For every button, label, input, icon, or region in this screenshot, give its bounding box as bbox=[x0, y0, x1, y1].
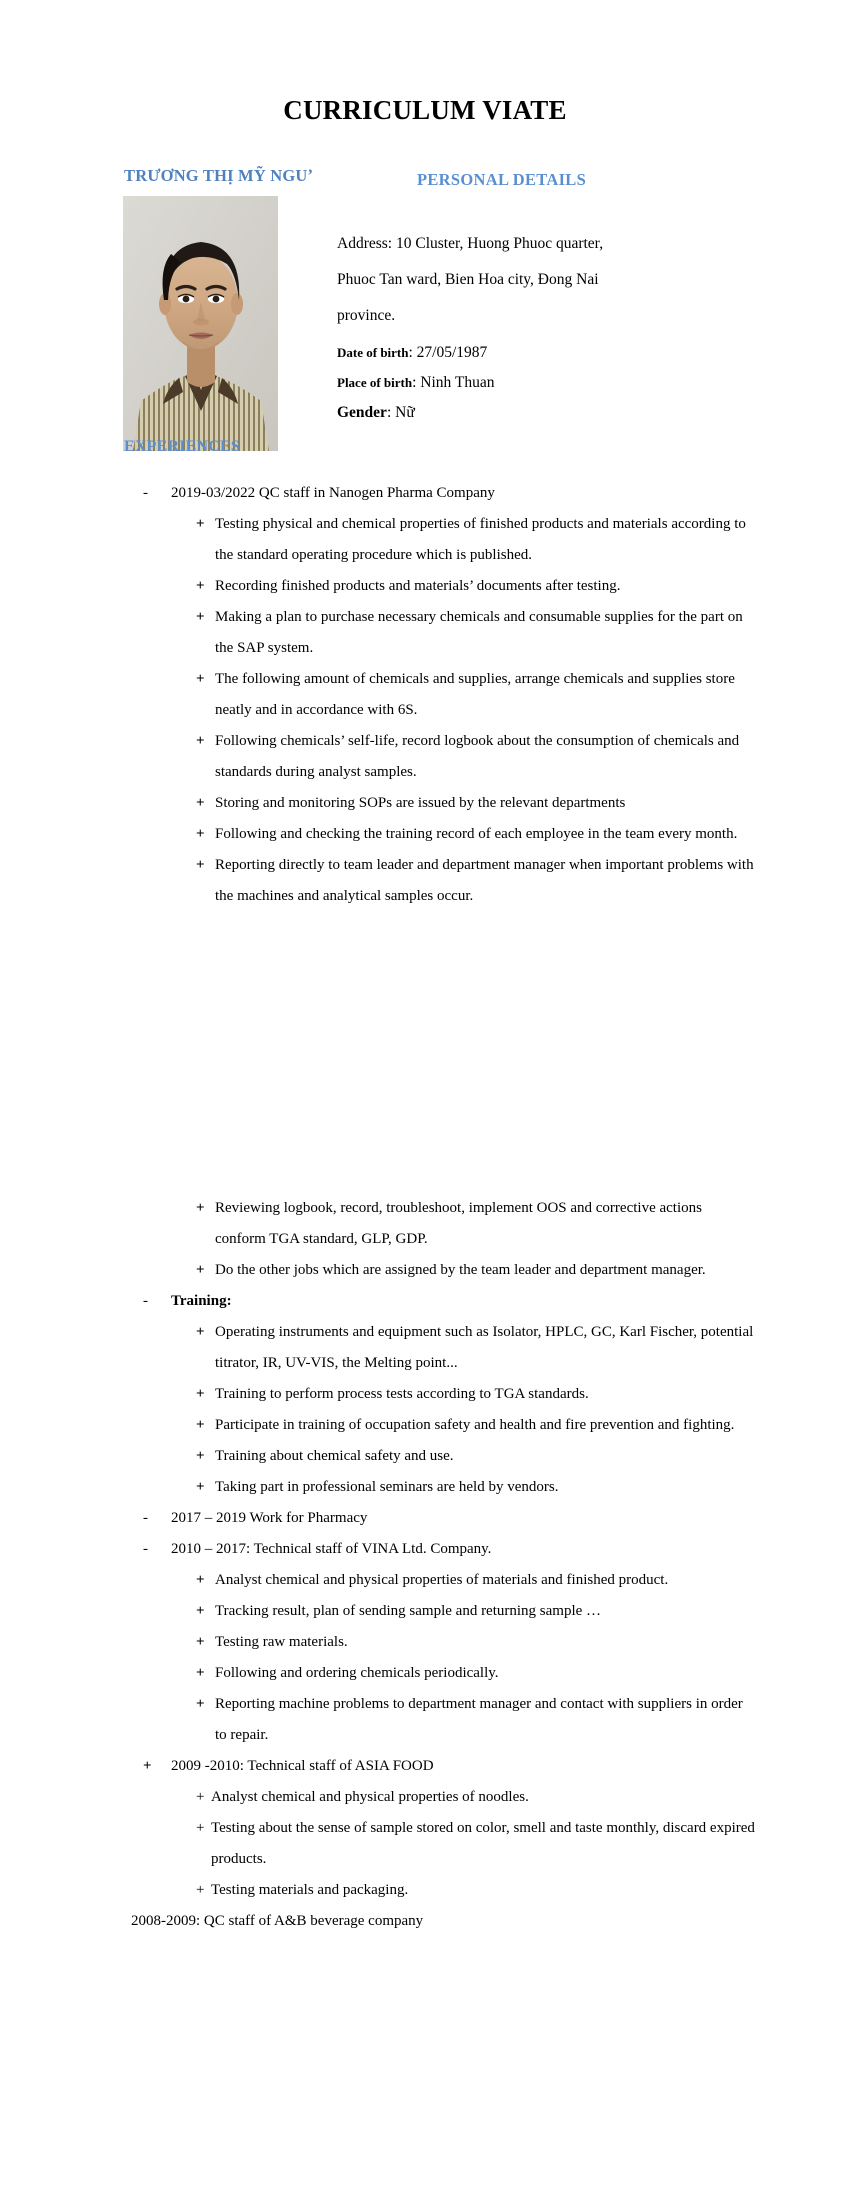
list-item-text: Recording finished products and materials’ documents after testing. bbox=[215, 578, 621, 594]
place-of-birth-label: Place of birth bbox=[337, 375, 413, 390]
list-item bbox=[0, 1193, 850, 1255]
list-item-text: Testing raw materials. bbox=[215, 1634, 348, 1650]
list-marker: + bbox=[196, 609, 205, 625]
list-item-text: Making a plan to purchase necessary chemicals and consumable supplies for the part on the SAP system. bbox=[215, 609, 743, 656]
list-item bbox=[0, 1441, 850, 1472]
place-of-birth-row bbox=[337, 368, 737, 398]
list-marker: + bbox=[196, 733, 205, 749]
list-item-text: Analyst chemical and physical properties of materials and finished product. bbox=[215, 1572, 669, 1588]
list-item bbox=[0, 1255, 850, 1286]
list-marker: + bbox=[196, 1665, 205, 1681]
list-marker: + bbox=[143, 1758, 152, 1774]
list-marker: + bbox=[196, 1572, 205, 1588]
list-item-text: Following chemicals’ self-life, record logbook about the consumption of chemicals and standards during analyst samples. bbox=[215, 733, 740, 780]
list-marker: + bbox=[196, 1448, 205, 1464]
list-item-text: 2008-2009: QC staff of A&B beverage company bbox=[131, 1913, 424, 1929]
list-marker: + bbox=[196, 1479, 205, 1495]
list-item bbox=[0, 1565, 850, 1596]
list-marker: + bbox=[196, 857, 205, 873]
list-item bbox=[0, 850, 850, 912]
list-item-text: Training: bbox=[171, 1293, 232, 1309]
date-of-birth-value: : 27/05/1987 bbox=[408, 344, 488, 361]
experience-list-lower bbox=[0, 1193, 850, 1937]
portrait-photo bbox=[123, 196, 278, 451]
list-marker: + bbox=[196, 1603, 205, 1619]
list-item-text: Reporting directly to team leader and department manager when important problems with the machines and analytical samples occur. bbox=[215, 857, 754, 904]
list-item bbox=[0, 1627, 850, 1658]
list-item bbox=[0, 1782, 850, 1813]
list-item-text: Testing physical and chemical properties of finished products and materials according to the standard operating procedure which is published. bbox=[215, 516, 746, 563]
list-item-text: Reviewing logbook, record, troubleshoot, implement OOS and corrective actions conform TGA standard, GLP, GDP. bbox=[215, 1200, 702, 1247]
list-marker: + bbox=[196, 1200, 205, 1216]
list-marker: + bbox=[196, 1324, 205, 1340]
gender-value: : Nữ bbox=[386, 404, 415, 421]
list-item-text: Following and checking the training record of each employee in the team every month. bbox=[215, 826, 738, 842]
portrait-photo-graphic bbox=[123, 196, 278, 451]
list-item-text: Taking part in professional seminars are held by vendors. bbox=[215, 1479, 559, 1495]
list-marker: + bbox=[196, 1882, 205, 1898]
list-item bbox=[0, 1472, 850, 1503]
list-item bbox=[0, 1751, 850, 1782]
list-item-text: 2010 – 2017: Technical staff of VINA Ltd. Company. bbox=[171, 1541, 492, 1557]
list-item-text: Operating instruments and equipment such as Isolator, HPLC, GC, Karl Fischer, potential titrator, IR, UV-VIS, the Melting point... bbox=[215, 1324, 754, 1371]
gender-label: Gender bbox=[337, 404, 387, 421]
list-item bbox=[0, 1875, 850, 1906]
address-block bbox=[337, 226, 737, 334]
list-item bbox=[0, 819, 850, 850]
list-item bbox=[0, 726, 850, 788]
experience-list-upper bbox=[0, 478, 850, 912]
list-marker: + bbox=[196, 826, 205, 842]
list-marker: + bbox=[196, 1696, 205, 1712]
list-item-text: 2009 -2010: Technical staff of ASIA FOOD bbox=[171, 1758, 434, 1774]
list-marker: + bbox=[196, 1634, 205, 1650]
list-item-text: Reporting machine problems to department manager and contact with suppliers in order to repair. bbox=[215, 1696, 743, 1743]
list-item-text: Training to perform process tests according to TGA standards. bbox=[215, 1386, 589, 1402]
list-item-text: Storing and monitoring SOPs are issued by the relevant departments bbox=[215, 795, 626, 811]
list-marker: + bbox=[196, 1789, 205, 1805]
list-item-text: 2019-03/2022 QC staff in Nanogen Pharma Company bbox=[171, 485, 495, 501]
list-item-text: Following and ordering chemicals periodically. bbox=[215, 1665, 499, 1681]
list-item bbox=[0, 602, 850, 664]
place-of-birth-value: : Ninh Thuan bbox=[412, 374, 495, 391]
list-marker: + bbox=[196, 795, 205, 811]
gender-row bbox=[337, 398, 737, 428]
list-item bbox=[0, 1689, 850, 1751]
list-item-text: The following amount of chemicals and supplies, arrange chemicals and supplies store neatly and in accordance with 6S. bbox=[215, 671, 735, 718]
list-item-text: Testing about the sense of sample stored on color, smell and taste monthly, discard expired products. bbox=[211, 1820, 755, 1867]
list-item-text: Tracking result, plan of sending sample and returning sample … bbox=[215, 1603, 602, 1619]
list-item bbox=[0, 1286, 850, 1317]
address-line-1: Address: 10 Cluster, Huong Phuoc quarter, bbox=[337, 235, 604, 252]
list-item bbox=[0, 1379, 850, 1410]
list-item bbox=[0, 1503, 850, 1534]
personal-details-heading: PERSONAL DETAILS bbox=[417, 170, 587, 189]
list-marker: + bbox=[196, 1417, 205, 1433]
list-item bbox=[0, 1813, 850, 1875]
candidate-name: TRƯƠNG THỊ MỸ NGUʼ bbox=[124, 166, 314, 185]
list-marker: + bbox=[196, 516, 205, 532]
list-marker: + bbox=[196, 1386, 205, 1402]
list-marker: - bbox=[143, 485, 148, 501]
list-item-text: Participate in training of occupation safety and health and fire prevention and fighting. bbox=[215, 1417, 735, 1433]
list-item-text: Training about chemical safety and use. bbox=[215, 1448, 454, 1464]
list-item bbox=[131, 1906, 750, 1937]
address-line-2: Phuoc Tan ward, Bien Hoa city, Đong Nai bbox=[337, 271, 599, 288]
date-of-birth-label: Date of birth bbox=[337, 345, 409, 360]
list-marker: - bbox=[143, 1541, 148, 1557]
list-item bbox=[0, 1410, 850, 1441]
page-title: CURRICULUM VIATE bbox=[283, 95, 567, 125]
list-item-text: Analyst chemical and physical properties of noodles. bbox=[211, 1789, 529, 1805]
list-marker: + bbox=[196, 1820, 205, 1836]
date-of-birth-row bbox=[337, 338, 737, 368]
list-item bbox=[0, 1534, 850, 1565]
list-item-text: Do the other jobs which are assigned by the team leader and department manager. bbox=[215, 1262, 706, 1278]
list-item bbox=[0, 509, 850, 571]
list-item bbox=[0, 571, 850, 602]
list-item bbox=[0, 664, 850, 726]
list-item bbox=[0, 1317, 850, 1379]
list-marker: + bbox=[196, 1262, 205, 1278]
experiences-heading: EXPERIENCES bbox=[124, 438, 241, 455]
list-item bbox=[0, 478, 850, 509]
birth-details-block bbox=[337, 338, 737, 428]
list-marker: + bbox=[196, 671, 205, 687]
list-marker: - bbox=[143, 1510, 148, 1526]
list-marker: + bbox=[196, 578, 205, 594]
list-item bbox=[0, 1658, 850, 1689]
list-item bbox=[0, 1596, 850, 1627]
list-item bbox=[0, 788, 850, 819]
list-marker: - bbox=[143, 1293, 148, 1309]
address-line-3: province. bbox=[337, 307, 396, 324]
list-item-text: 2017 – 2019 Work for Pharmacy bbox=[171, 1510, 368, 1526]
list-item-text: Testing materials and packaging. bbox=[211, 1882, 409, 1898]
